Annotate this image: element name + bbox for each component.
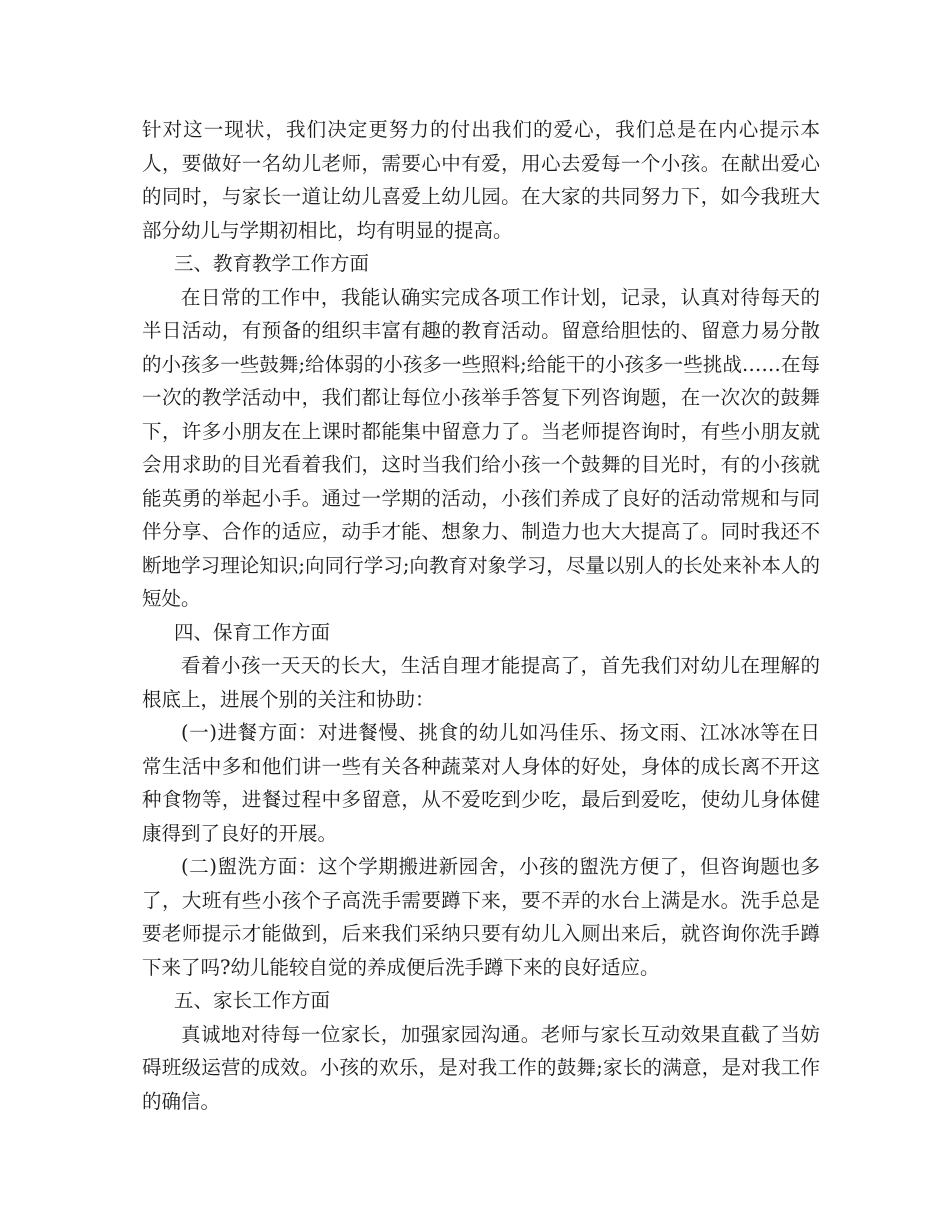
paragraph-parents: 真诚地对待每一位家长，加强家园沟通。老师与家长互动效果直截了当妨碍班级运营的成效。小孩的欢乐，是对我工作的鼓舞;家长的满意，是对我工作的确信。 bbox=[142, 1022, 820, 1113]
paragraph-intro: 针对这一现状，我们决定更努力的付出我们的爱心，我们总是在内心提示本人，要做好一名幼儿老师，需要心中有爱，用心去爱每一个小孩。在献出爱心的同时，与家长一道让幼儿喜爱上幼儿园。在大家的共同努力下，如今我班大部分幼儿与学期初相比，均有明显的提高。 bbox=[142, 118, 820, 242]
paragraph-care-meals: (一)进餐方面：对进餐慢、挑食的幼儿如冯佳乐、扬文雨、江冰冰等在日常生活中多和他们讲一些有关各种蔬菜对人身体的好处，身体的成长离不开这种食物等，进餐过程中多留意，从不爱吃到少吃，最后到爱吃，使幼儿身体健康得到了良好的开展。 bbox=[142, 721, 820, 845]
section-heading-care: 四、保育工作方面 bbox=[174, 620, 331, 644]
section-heading-parents: 五、家长工作方面 bbox=[174, 989, 331, 1012]
paragraph-care-washing: (二)盥洗方面：这个学期搬进新园舍，小孩的盥洗方便了，但咨询题也多了，大班有些小孩个子高洗手需要蹲下来，要不弄的水台上满是水。洗手总是要老师提示才能做到，后来我们采纳只要有幼儿入厕出来后，就咨询你洗手蹲下来了吗?幼儿能较自觉的养成便后洗手蹲下来的良好适应。 bbox=[142, 855, 820, 979]
paragraph-care-intro: 看着小孩一天天的长大，生活自理才能提高了，首先我们对幼儿在理解的根底上，进展个别的关注和协助： bbox=[142, 654, 820, 711]
paragraph-teaching: 在日常的工作中，我能认确实完成各项工作计划，记录，认真对待每天的半日活动，有预备的组织丰富有趣的教育活动。留意给胆怯的、留意力易分散的小孩多一些鼓舞;给体弱的小孩多一些照料;给能干的小孩多一些挑战……在每一次的教学活动中，我们都让每位小孩举手答复下列咨询题，在一次次的鼓舞下，许多小朋友在上课时都能集中留意力了。当老师提咨询时，有些小朋友就会用求助的目光看着我们，这时当我们给小孩一个鼓舞的目光时，有的小孩就能英勇的举起小手。通过一学期的活动，小孩们养成了良好的活动常规和与同伴分享、合作的适应，动手才能、想象力、制造力也大大提高了。同时我还不断地学习理论知识;向同行学习;向教育对象学习，尽量以别人的长处来补本人的短处。 bbox=[142, 285, 820, 610]
section-heading-teaching: 三、教育教学工作方面 bbox=[174, 252, 370, 275]
